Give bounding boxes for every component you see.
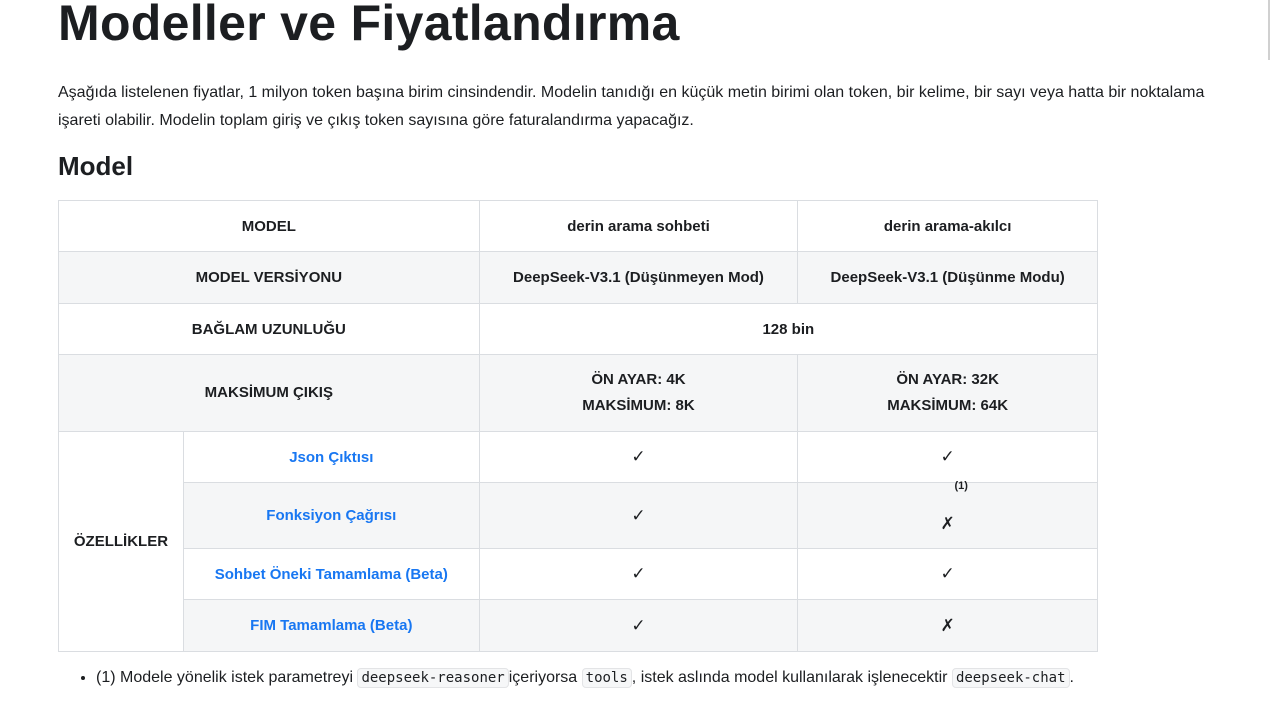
footnote-text: . [1069,669,1074,686]
cross-icon: ✗ [798,600,1098,652]
table-row [59,549,1098,600]
code-tools: tools [582,668,632,688]
version-reasoner: DeepSeek-V3.1 (Düşünme Modu) [798,252,1098,304]
max-output-chat-default: ÖN AYAR: 4K [591,371,686,388]
table-row [59,600,1098,652]
check-icon: ✓ [479,483,798,549]
footnote-1 [96,664,1276,692]
check-icon: ✓ [479,600,798,652]
table-row-header [59,201,1098,252]
feature-chat-prefix-completion[interactable]: Sohbet Öneki Tamamlama (Beta) [183,549,479,600]
footnote-text: içeriyorsa [508,669,582,686]
check-icon: ✓ [479,549,798,600]
model-table [58,200,1098,652]
page-title: Modeller ve Fiyatlandırma [58,0,680,51]
scrollbar[interactable] [1266,0,1280,720]
section-heading-model: Model [58,151,134,181]
cross-icon: ✗ [940,513,955,533]
footnote-ref: (1) [954,479,968,492]
header-col-reasoner: derin arama-akılcı [798,201,1098,252]
footnotes-list [58,664,1276,692]
intro-paragraph: Aşağıda listelenen fiyatlar, 1 milyon token başına birim cinsindendir. Modelin tanıdığı en küçük metin birimi olan token, bir kelime, bir sayı veya hatta bir noktalama işareti olabilir. Modelin toplam giriş ve çıkış token sayısına göre faturalandırma yapacağız. [58,84,1205,129]
context-label: BAĞLAM UZUNLUĞU [59,304,480,355]
max-output-reasoner-default: ÖN AYAR: 32K [896,371,999,388]
header-model-label: MODEL [59,201,480,252]
features-group-label: ÖZELLİKLER [59,432,184,652]
cross-icon-with-note [798,479,1098,549]
check-icon: ✓ [798,549,1098,600]
table-row-context [59,304,1098,355]
header-col-chat: derin arama sohbeti [479,201,798,252]
scrollbar-thumb[interactable] [1268,0,1270,60]
check-icon: ✓ [798,432,1098,483]
table-row-version [59,252,1098,304]
table-row [59,432,1098,483]
code-deepseek-chat: deepseek-chat [952,668,1070,688]
version-label: MODEL VERSİYONU [59,252,480,304]
max-output-label: MAKSİMUM ÇIKIŞ [59,355,480,432]
max-output-chat-max: MAKSİMUM: 8K [582,397,695,414]
max-output-reasoner-max: MAKSİMUM: 64K [887,397,1009,414]
code-deepseek-reasoner: deepseek-reasoner [357,668,508,688]
table-row-max-output [59,355,1098,432]
version-chat: DeepSeek-V3.1 (Düşünmeyen Mod) [479,252,798,304]
max-output-reasoner [798,355,1098,432]
footnote-text: (1) Modele yönelik istek parametreyi [96,669,358,686]
max-output-chat [479,355,798,432]
table-row [59,483,1098,549]
footnote-text: , istek aslında model kullanılarak işlenecektir [631,669,952,686]
context-value: 128 bin [479,304,1097,355]
feature-json-output[interactable]: Json Çıktısı [183,432,479,483]
check-icon: ✓ [479,432,798,483]
feature-fim-completion[interactable]: FIM Tamamlama (Beta) [183,600,479,652]
feature-function-calling[interactable]: Fonksiyon Çağrısı [183,483,479,549]
